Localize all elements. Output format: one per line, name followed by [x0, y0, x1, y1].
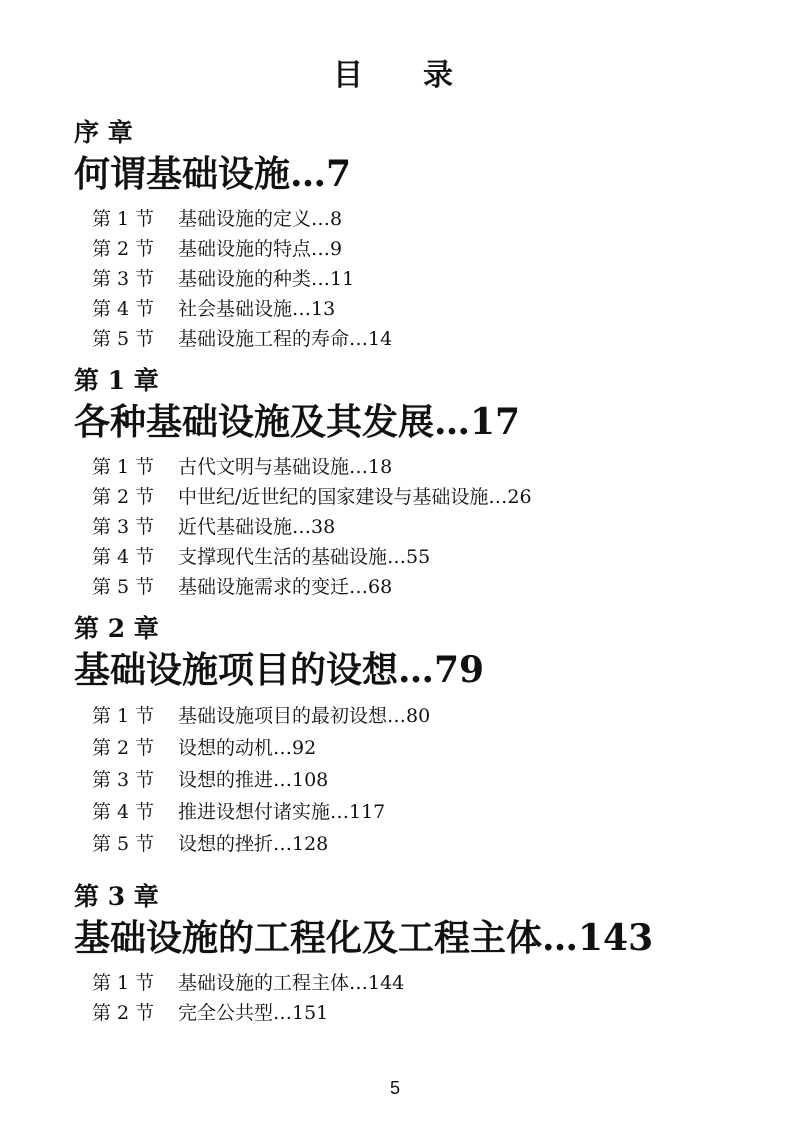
section-title: 设想的挫折…128 — [178, 833, 329, 855]
section-title: 基础设施的特点…9 — [178, 238, 343, 260]
toc-title — [0, 50, 790, 94]
section-number: 第 1 节 — [92, 208, 155, 230]
section-number: 第 3 节 — [92, 516, 155, 538]
toc-title-right: 录 — [423, 58, 457, 93]
section-item[interactable] — [92, 234, 754, 264]
section-title: 支撑现代生活的基础设施…55 — [178, 546, 431, 568]
section-title: 设想的推进…108 — [178, 769, 329, 791]
chapter-title[interactable]: 基础设施的工程化及工程主体…143 — [74, 917, 654, 959]
chapter-label: 第 1 章 — [74, 366, 159, 395]
section-item[interactable] — [92, 700, 754, 732]
section-number: 第 1 节 — [92, 972, 155, 994]
section-title: 古代文明与基础设施…18 — [178, 456, 393, 478]
section-title: 基础设施的种类…11 — [178, 268, 355, 290]
section-number: 第 2 节 — [92, 737, 155, 759]
chapter-block — [74, 118, 754, 354]
section-title: 设想的动机…92 — [178, 737, 317, 759]
section-title: 基础设施工程的寿命…14 — [178, 328, 393, 350]
section-title: 基础设施的工程主体…144 — [178, 972, 405, 994]
section-item[interactable] — [92, 828, 754, 860]
section-item[interactable] — [92, 204, 754, 234]
chapter-title[interactable]: 基础设施项目的设想…79 — [74, 649, 485, 691]
section-title: 基础设施需求的变迁…68 — [178, 576, 393, 598]
section-number: 第 4 节 — [92, 546, 155, 568]
section-list — [92, 968, 754, 1028]
section-item[interactable] — [92, 796, 754, 828]
section-number: 第 5 节 — [92, 328, 155, 350]
section-list — [92, 700, 754, 860]
chapter-title[interactable]: 何谓基础设施…7 — [74, 153, 352, 195]
section-item[interactable] — [92, 294, 754, 324]
chapter-label: 第 2 章 — [74, 614, 159, 643]
section-item[interactable] — [92, 512, 754, 542]
section-title: 近代基础设施…38 — [178, 516, 336, 538]
section-title: 完全公共型…151 — [178, 1002, 329, 1024]
section-number: 第 2 节 — [92, 238, 155, 260]
section-item[interactable] — [92, 732, 754, 764]
section-number: 第 1 节 — [92, 705, 155, 727]
chapter-label: 第 3 章 — [74, 882, 159, 911]
section-number: 第 2 节 — [92, 486, 155, 508]
section-number: 第 4 节 — [92, 801, 155, 823]
chapter-title[interactable]: 各种基础设施及其发展…17 — [74, 401, 521, 443]
section-number: 第 4 节 — [92, 298, 155, 320]
section-number: 第 3 节 — [92, 769, 155, 791]
section-item[interactable] — [92, 764, 754, 796]
section-title: 基础设施的定义…8 — [178, 208, 343, 230]
chapter-block — [74, 366, 754, 602]
section-item[interactable] — [92, 572, 754, 602]
section-number: 第 5 节 — [92, 576, 155, 598]
section-item[interactable] — [92, 968, 754, 998]
section-title: 社会基础设施…13 — [178, 298, 336, 320]
section-number: 第 5 节 — [92, 833, 155, 855]
chapter-block — [74, 882, 754, 1028]
section-number: 第 1 节 — [92, 456, 155, 478]
chapter-block — [74, 614, 754, 860]
toc-title-left: 目 — [333, 58, 367, 93]
section-number: 第 3 节 — [92, 268, 155, 290]
section-title: 推进设想付诸实施…117 — [178, 801, 386, 823]
chapter-label: 序 章 — [74, 118, 133, 147]
page-number: 5 — [389, 1078, 400, 1098]
section-item[interactable] — [92, 452, 754, 482]
section-title: 基础设施项目的最初设想…80 — [178, 705, 431, 727]
section-item[interactable] — [92, 324, 754, 354]
section-number: 第 2 节 — [92, 1002, 155, 1024]
section-item[interactable] — [92, 998, 754, 1028]
section-list — [92, 452, 754, 602]
section-title: 中世纪/近世纪的国家建设与基础设施…26 — [178, 486, 532, 508]
section-item[interactable] — [92, 542, 754, 572]
section-list — [92, 204, 754, 354]
section-item[interactable] — [92, 482, 754, 512]
section-item[interactable] — [92, 264, 754, 294]
